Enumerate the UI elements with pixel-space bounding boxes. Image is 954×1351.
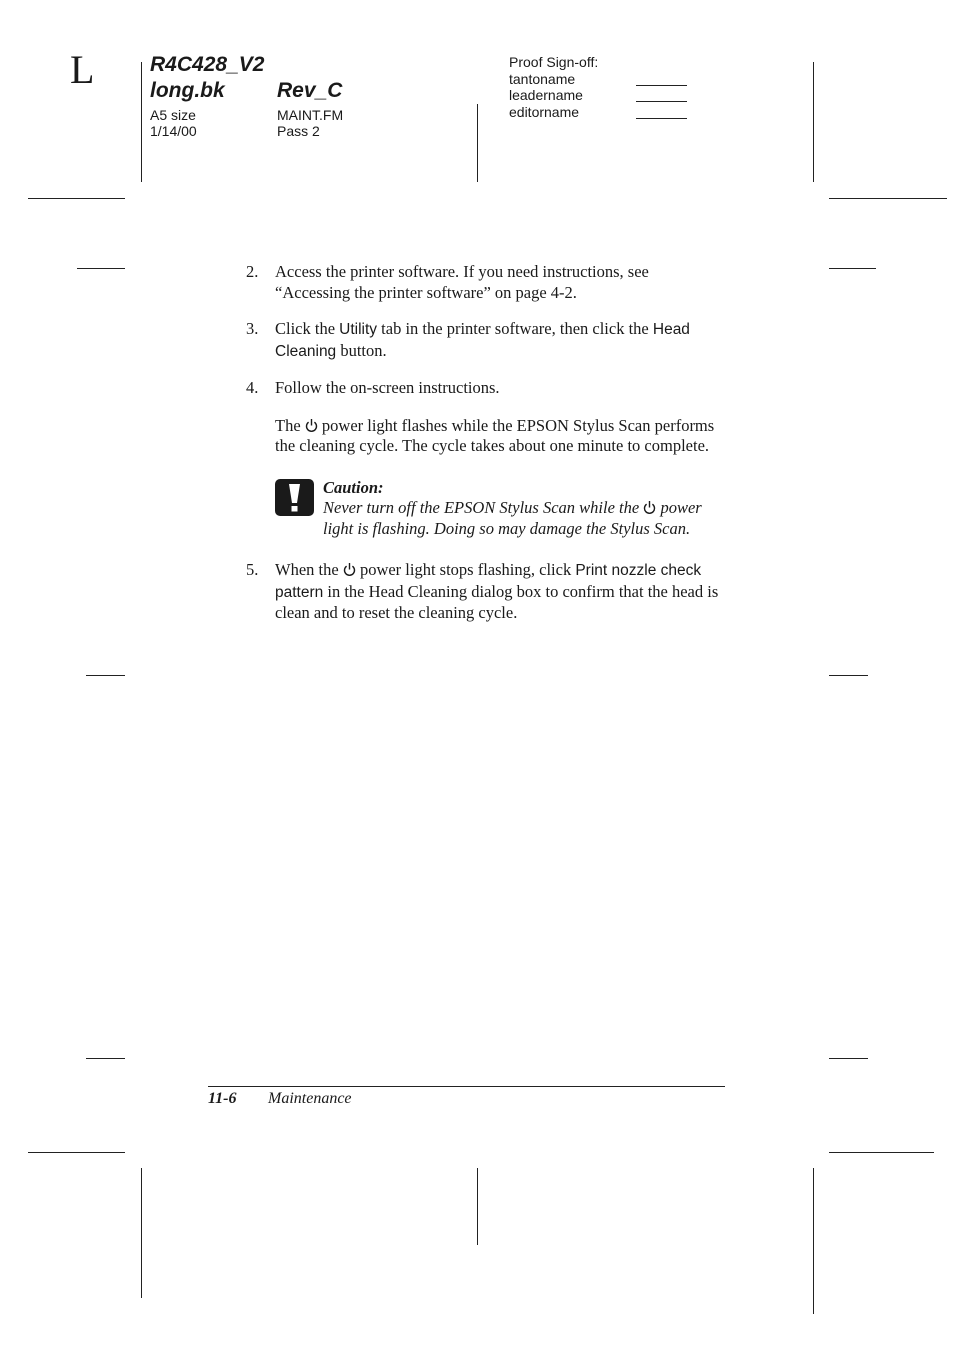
caution-box xyxy=(275,478,726,540)
side-letter: L xyxy=(70,47,95,92)
caution-title: Caution: xyxy=(323,477,384,497)
text-run: power light stops flashing, click xyxy=(355,560,576,579)
head-cleaning-label: Head Cleaning xyxy=(275,321,690,360)
crop-mark xyxy=(141,62,142,182)
page-number: 11-6 xyxy=(208,1090,237,1107)
step-5 xyxy=(246,560,726,624)
text-run: The xyxy=(275,415,305,435)
power-icon xyxy=(643,500,656,515)
crop-mark xyxy=(829,1058,868,1059)
text-run: Never turn off the EPSON Stylus Scan while the xyxy=(323,498,644,517)
crop-mark xyxy=(829,268,876,269)
step-number: 4. xyxy=(246,378,259,397)
revision: Rev_C xyxy=(277,79,343,102)
crop-mark xyxy=(77,268,125,269)
crop-mark xyxy=(829,675,868,676)
print-nozzle-check-label: Print nozzle check pattern xyxy=(275,562,702,601)
proof-name: tantoname xyxy=(509,71,576,87)
caution-text xyxy=(323,498,726,539)
power-icon xyxy=(343,562,356,577)
step-number: 2. xyxy=(246,262,259,281)
crop-mark xyxy=(813,1168,814,1314)
proof-title: Proof Sign-off: xyxy=(509,54,599,70)
step-number: 5. xyxy=(246,560,259,579)
step-text: Access the printer software. If you need instructions, see “Accessing the printer software” on page 4-2. xyxy=(275,262,649,302)
note-paragraph xyxy=(275,416,726,457)
text-run: power light flashes while the EPSON Stylus Scan performs the cleaning cycle. The cycle takes about one minute to complete. xyxy=(275,415,715,455)
book-file: long.bk xyxy=(150,79,225,102)
crop-mark xyxy=(86,1058,125,1059)
crop-mark xyxy=(477,104,478,182)
text-run: When the xyxy=(275,560,343,579)
crop-mark xyxy=(829,1152,934,1153)
crop-mark xyxy=(813,62,814,182)
signature-line xyxy=(636,118,687,119)
proof-name: leadername xyxy=(509,87,583,103)
text-run: in the Head Cleaning dialog box to confirm that the head is clean and to reset the cleaning cycle. xyxy=(275,581,719,622)
crop-mark xyxy=(86,675,125,676)
crop-mark xyxy=(477,1168,478,1245)
step-number: 3. xyxy=(246,319,259,338)
crop-mark xyxy=(28,1152,125,1153)
crop-mark xyxy=(829,198,947,199)
step-text xyxy=(275,560,726,624)
step-4 xyxy=(246,378,726,399)
power-icon xyxy=(305,418,318,433)
main-content xyxy=(246,262,726,624)
step-text xyxy=(275,319,726,362)
footer-rule xyxy=(208,1086,725,1087)
crop-mark xyxy=(28,198,125,199)
text-run: Click the xyxy=(275,319,340,338)
pass: Pass 2 xyxy=(277,123,320,139)
date: 1/14/00 xyxy=(150,123,197,139)
proof-name: editorname xyxy=(509,104,580,120)
section-title: Maintenance xyxy=(268,1090,352,1107)
page-size: A5 size xyxy=(150,107,196,123)
crop-mark xyxy=(141,1168,142,1298)
step-3 xyxy=(246,319,726,362)
caution-icon xyxy=(275,479,314,516)
text-run: power light is flashing. Doing so may damage the Stylus Scan. xyxy=(323,498,702,538)
step-text: Follow the on-screen instructions. xyxy=(275,378,500,397)
utility-tab-label: Utility xyxy=(339,321,378,338)
file-name: MAINT.FM xyxy=(277,107,344,123)
text-run: tab in the printer software, then click the xyxy=(377,319,653,338)
step-2 xyxy=(246,262,726,303)
book-code: R4C428_V2 xyxy=(150,53,265,76)
signature-line xyxy=(636,85,687,86)
signature-line xyxy=(636,101,687,102)
text-run: button. xyxy=(336,340,387,360)
